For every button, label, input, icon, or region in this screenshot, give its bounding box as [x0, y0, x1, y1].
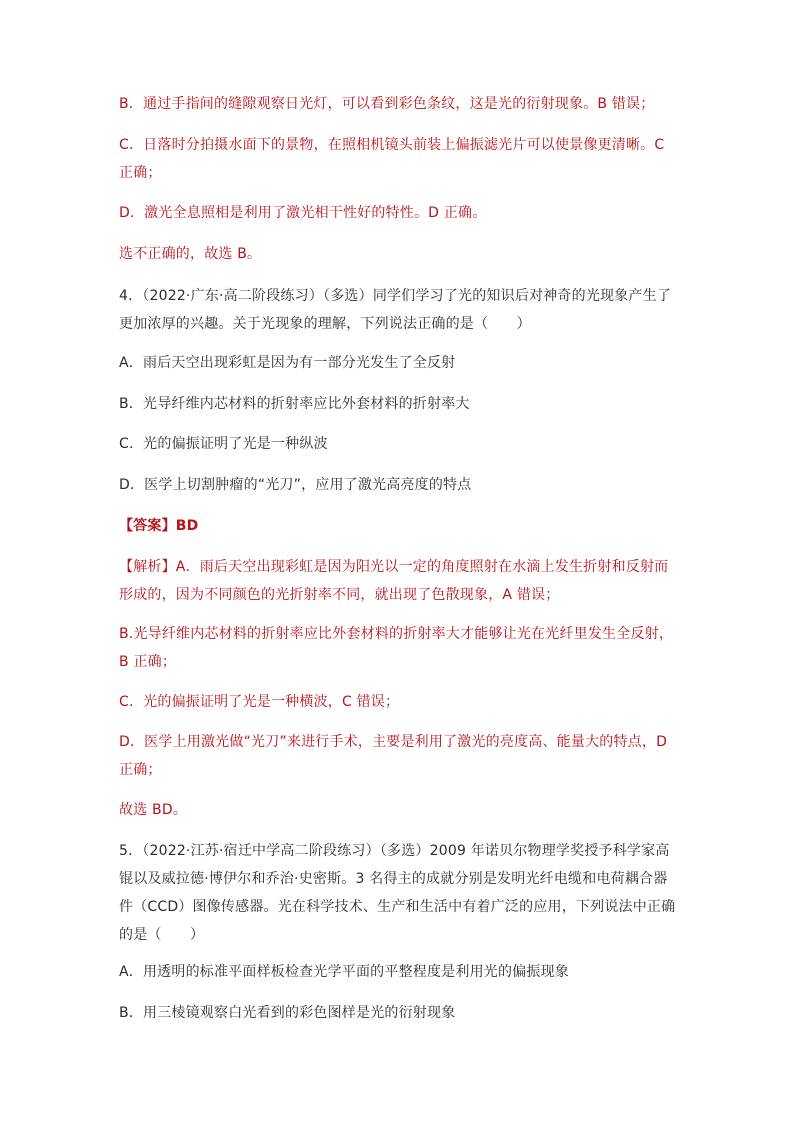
question-4-analysis-a: 【解析】A．雨后天空出现彩虹是因为阳光以一定的角度照射在水滴上发生折射和反射而形成的，因为不同颜色的光折射率不同，就出现了色散现象，A 错误；	[119, 559, 669, 603]
question-4-analysis-b: B.光导纤维内芯材料的折射率应比外套材料的折射率大才能够让光在光纤里发生全反射，B 正确；	[119, 626, 674, 670]
question-4-stem: 4．（2022·广东·高二阶段练习）（多选）同学们学习了光的知识后对神奇的光现象产生了更加浓厚的兴趣。关于光现象的理解，下列说法正确的是（ ）	[119, 288, 672, 332]
prev-option-c-explanation: C．日落时分拍摄水面下的景物，在照相机镜头前装上偏振滤光片可以使景像更清晰。C 正确；	[119, 137, 670, 181]
prev-option-b-explanation: B．通过手指间的缝隙观察日光灯，可以看到彩色条纹，这是光的衍射现象。B 错误；	[119, 96, 655, 112]
question-4-analysis-d: D．医学上用激光做“光刀”来进行手术，主要是利用了激光的亮度高、能量大的特点，D 正确；	[119, 734, 672, 778]
prev-option-d-explanation: D．激光全息照相是利用了激光相干性好的特性。D 正确。	[119, 205, 487, 221]
question-4-analysis-c: C．光的偏振证明了光是一种横波，C 错误；	[119, 694, 400, 710]
question-5-option-a: A．用透明的标准平面样板检查光学平面的平整程度是利用光的偏振现象	[119, 964, 569, 980]
question-4-option-b: B．光导纤维内芯材料的折射率应比外套材料的折射率大	[119, 396, 470, 412]
question-4-answer: 【答案】BD	[119, 518, 199, 534]
question-4-option-d: D．医学上切割肿瘤的“光刀”，应用了激光高亮度的特点	[119, 477, 472, 493]
question-5-stem: 5．（2022·江苏·宿迁中学高二阶段练习）（多选）2009 年诺贝尔物理学奖授予科学家高锟以及威拉德·博伊尔和乔治·史密斯。3 名得主的成就分别是发明光纤电缆和电荷耦合器件（CCD）图像传感器。光在科学技术、生产和生活中有着广泛的应用，下列说法中正确的是（ ）	[119, 843, 676, 943]
question-4-conclusion: 故选 BD。	[119, 802, 188, 818]
question-4-option-c: C．光的偏振证明了光是一种纵波	[119, 436, 328, 452]
question-4-option-a: A．雨后天空出现彩虹是因为有一部分光发生了全反射	[119, 355, 456, 371]
prev-conclusion: 选不正确的，故选 B。	[119, 246, 262, 262]
question-5-option-b: B．用三棱镜观察白光看到的彩色图样是光的衍射现象	[119, 1005, 456, 1021]
